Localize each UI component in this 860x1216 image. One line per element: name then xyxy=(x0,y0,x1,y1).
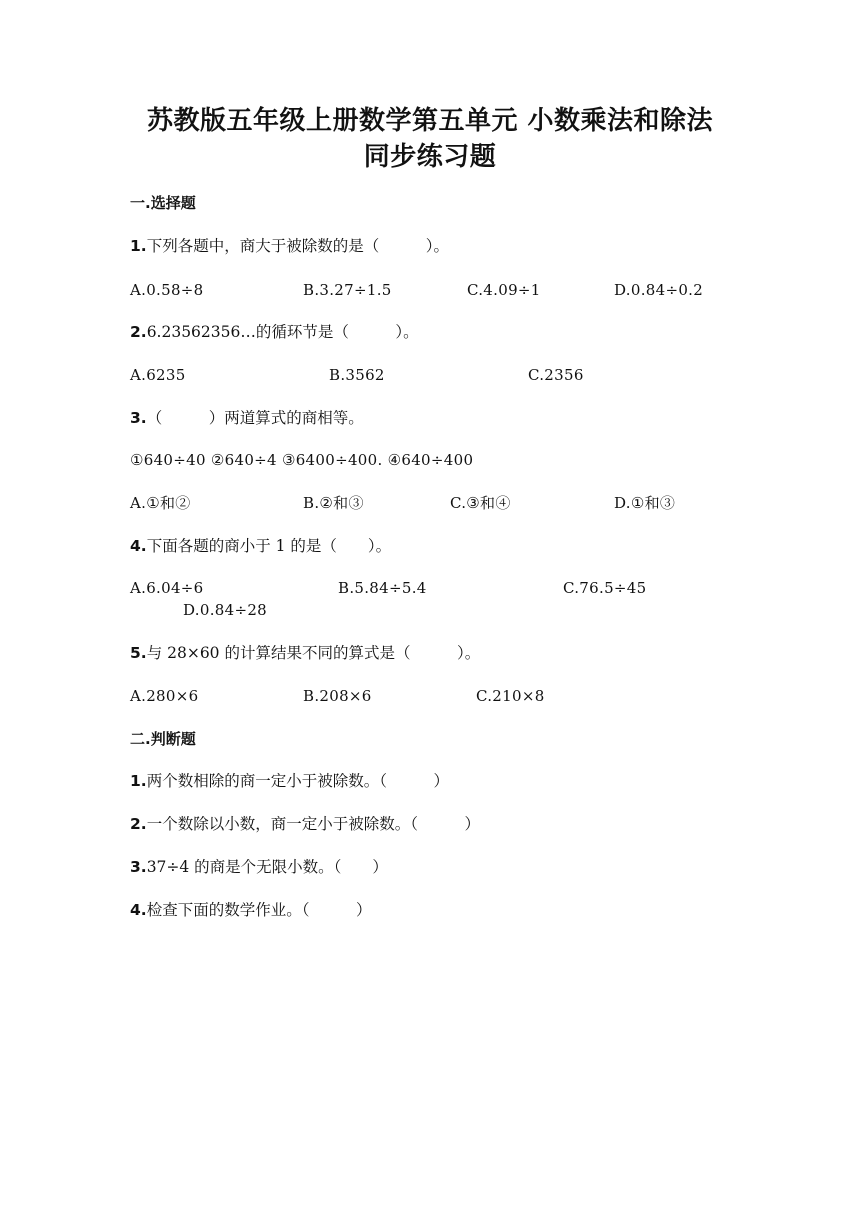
page-subtitle: 同步练习题 xyxy=(363,142,497,172)
question-text: 37÷4 的商是个无限小数。（ ） xyxy=(146,858,388,876)
question-number: 4. xyxy=(130,901,147,919)
option-c: C.4.09÷1 xyxy=(467,281,541,299)
option-a: A.6.04÷6 xyxy=(130,579,204,597)
option-b: B.3562 xyxy=(329,366,385,384)
option-d: D.0.84÷28 xyxy=(183,601,268,619)
question-number: 3. xyxy=(130,409,147,427)
question-1 xyxy=(130,236,449,256)
option-d: D.0.84÷0.2 xyxy=(614,281,704,299)
judgment-3 xyxy=(130,857,388,877)
option-b: B.208×6 xyxy=(303,687,372,705)
question-text: 检查下面的数学作业。（ ） xyxy=(146,901,372,919)
question-number: 3. xyxy=(130,858,147,876)
question-text: （ ）两道算式的商相等。 xyxy=(146,409,364,427)
question-text: 与 28×60 的计算结果不同的算式是（ ）。 xyxy=(146,644,481,662)
question-5 xyxy=(130,643,480,663)
question-number: 1. xyxy=(130,772,147,790)
question-text: 下面各题的商小于 1 的是（ ）。 xyxy=(146,537,392,555)
question-2 xyxy=(130,322,419,342)
option-a: A.6235 xyxy=(130,366,186,384)
question-text: 一个数除以小数，商一定小于被除数。（ ） xyxy=(146,815,480,833)
question-text: 6.23562356…的循环节是（ ）。 xyxy=(146,323,419,341)
option-c: C.2356 xyxy=(528,366,584,384)
section-heading-judgment: 二.判断题 xyxy=(130,730,196,748)
expression-list: ①640÷40 ②640÷4 ③6400÷400. ④640÷400 xyxy=(130,451,474,469)
option-c: C.③和④ xyxy=(450,494,511,512)
question-number: 2. xyxy=(130,323,147,341)
option-d: D.①和③ xyxy=(614,494,676,512)
option-a: A.①和② xyxy=(130,494,191,512)
option-b: B.5.84÷5.4 xyxy=(338,579,427,597)
option-b: B.3.27÷1.5 xyxy=(303,281,392,299)
question-number: 1. xyxy=(130,237,147,255)
question-number: 5. xyxy=(130,644,147,662)
judgment-4 xyxy=(130,900,371,920)
option-a: A.0.58÷8 xyxy=(130,281,204,299)
question-4 xyxy=(130,536,391,556)
judgment-1 xyxy=(130,771,449,791)
page-title: 苏教版五年级上册数学第五单元 小数乘法和除法 xyxy=(146,106,714,136)
option-b: B.②和③ xyxy=(303,494,364,512)
question-text: 下列各题中，商大于被除数的是（ ）。 xyxy=(146,237,449,255)
option-a: A.280×6 xyxy=(130,687,199,705)
judgment-2 xyxy=(130,814,480,834)
question-number: 4. xyxy=(130,537,147,555)
section-heading-choice: 一.选择题 xyxy=(130,194,196,212)
question-number: 2. xyxy=(130,815,147,833)
question-text: 两个数相除的商一定小于被除数。（ ） xyxy=(146,772,449,790)
question-3 xyxy=(130,408,364,428)
option-c: C.76.5÷45 xyxy=(563,579,647,597)
option-c: C.210×8 xyxy=(476,687,545,705)
